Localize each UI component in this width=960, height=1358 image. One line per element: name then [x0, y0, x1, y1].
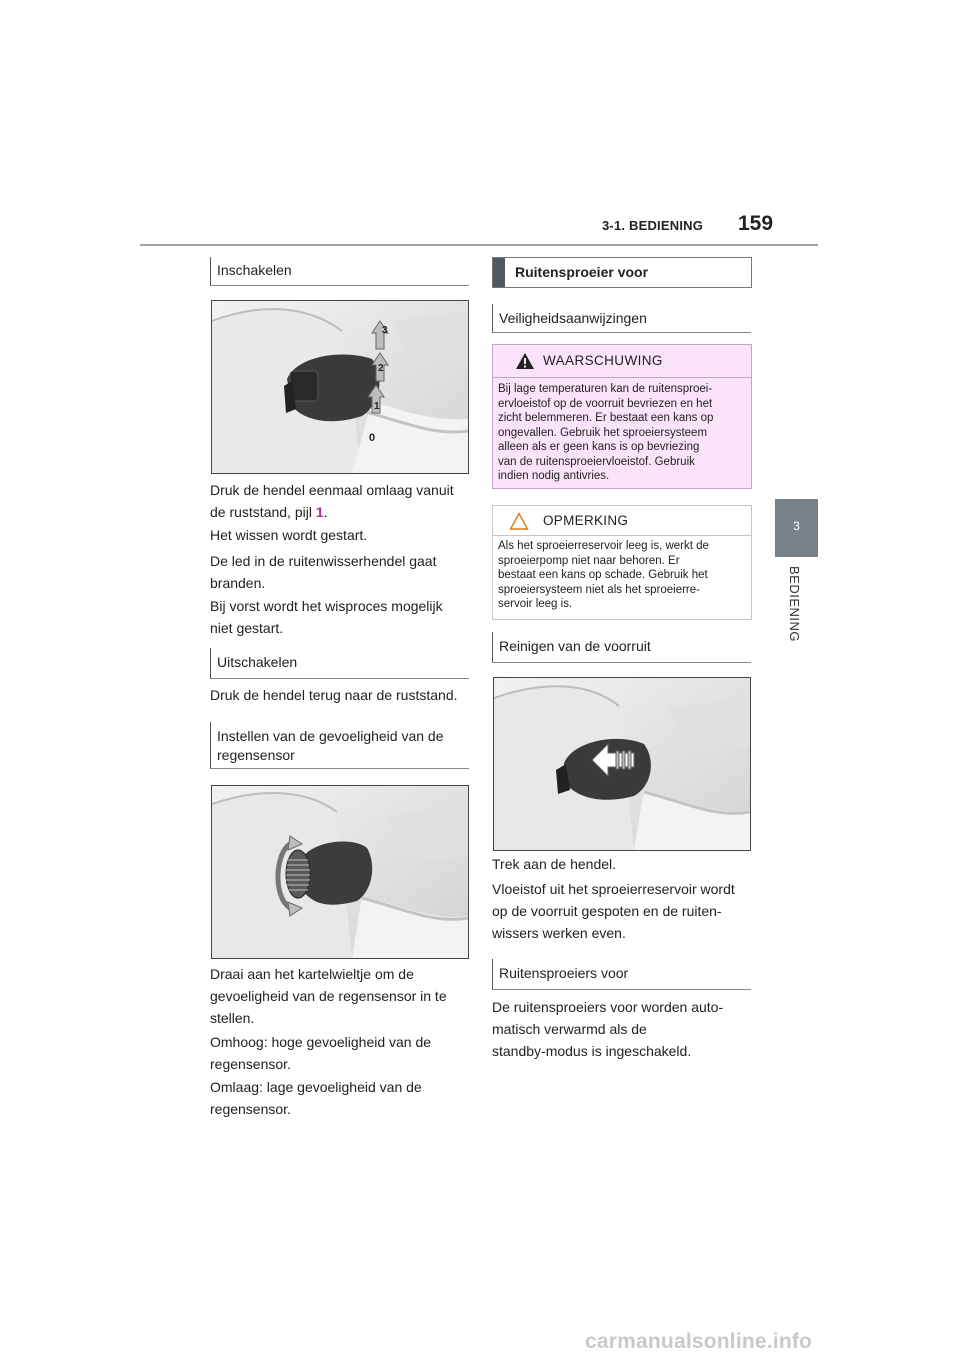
paragraph-omlaag: Omlaag: lage gevoeligheid van de regensensor. — [210, 1079, 422, 1117]
heading-ruitensproeiers-voor: Ruitensproeiers voor — [492, 959, 751, 990]
lever-illustration — [212, 301, 468, 473]
pull-illustration — [494, 678, 750, 850]
heading-bar — [493, 258, 505, 287]
paragraph-druk-terug: Druk de hendel terug naar de ruststand. — [210, 687, 458, 703]
fig1-label-2: 2 — [378, 363, 384, 374]
paragraph-kartelwieltje: Draai aan het kartelwieltje om de gevoeligheid van de regensensor in te stellen. — [210, 966, 447, 1026]
fig1-label-3: 3 — [382, 325, 388, 336]
heading-inschakelen: Inschakelen — [210, 257, 469, 286]
paragraph-druk-omlaag: Druk de hendel eenmaal omlaag vanuit de ruststand, pijl 1. — [210, 482, 454, 520]
note-title: OPMERKING — [543, 513, 629, 528]
heading-veiligheid: Veiligheidsaanwijzingen — [492, 304, 751, 333]
warning-box — [492, 344, 752, 489]
fig1-label-0: 0 — [369, 432, 376, 444]
paragraph-led: De led in de ruitenwisserhendel gaat branden. — [210, 553, 437, 591]
knurl-lines — [286, 860, 310, 890]
heading-ruitensproeier-voor: Ruitensproeier voor — [492, 257, 752, 288]
chapter-number: 3 — [793, 519, 800, 533]
paragraph-wissen-gestart: Het wissen wordt gestart. — [210, 527, 368, 543]
note-text: Als het sproeierreservoir leeg is, werkt de sproeierpomp niet naar behoren. Er bestaat een kans op schade. Gebruik het sproeiersysteem niet als het sproeierre- servoir leeg is. — [498, 540, 709, 610]
wheel-illustration — [212, 786, 468, 958]
heading-uitschakelen: Uitschakelen — [210, 648, 469, 679]
arrow-ref-1: 1 — [315, 504, 324, 520]
caution-triangle-icon — [509, 512, 529, 530]
page-number: 159 — [738, 212, 774, 235]
warning-triangle-icon — [515, 352, 535, 370]
paragraph-vorst: Bij vorst wordt het wisproces mogelijk niet gestart. — [210, 598, 443, 636]
warning-title: WAARSCHUWING — [543, 353, 663, 368]
note-box — [492, 505, 752, 620]
warning-text: Bij lage temperaturen kan de ruitensproei- ervloeistof op de voorruit bevriezen en het zicht belemmeren. Er bestaat een kans op ongevallen. Gebruik het sproeiersysteem alleen als er geen kans is op bevriezing van de ruitensproeiervloeistof. Gebruik indien nodig antivries. — [498, 383, 714, 482]
paragraph-vloeistof: Vloeistof uit het sproeierreservoir wordt op de voorruit gespoten en de ruiten- wissers werken even. — [492, 881, 735, 941]
paragraph-trek-hendel: Trek aan de hendel. — [492, 856, 617, 872]
fig1-label-1: 1 — [374, 401, 380, 412]
heading-reinigen: Reinigen van de voorruit — [492, 632, 751, 663]
paragraph-verwarmd: De ruitensproeiers voor worden auto- matisch verwarmd als de standby-modus is ingeschakeld. — [492, 999, 724, 1059]
figure-lever-pull — [493, 677, 751, 851]
figure-rain-sensor-wheel — [211, 785, 469, 959]
section-title: 3-1. BEDIENING — [602, 218, 704, 233]
watermark: carmanualsonline.info — [585, 1330, 813, 1353]
heading-gevoeligheid: Instellen van de gevoeligheid van de regensensor — [210, 722, 469, 769]
header-rule — [140, 244, 818, 246]
chapter-label: BEDIENING — [787, 566, 802, 643]
paragraph-omhoog: Omhoog: hoge gevoeligheid van de regensensor. — [210, 1034, 432, 1072]
figure-wiper-lever-positions — [211, 300, 469, 474]
